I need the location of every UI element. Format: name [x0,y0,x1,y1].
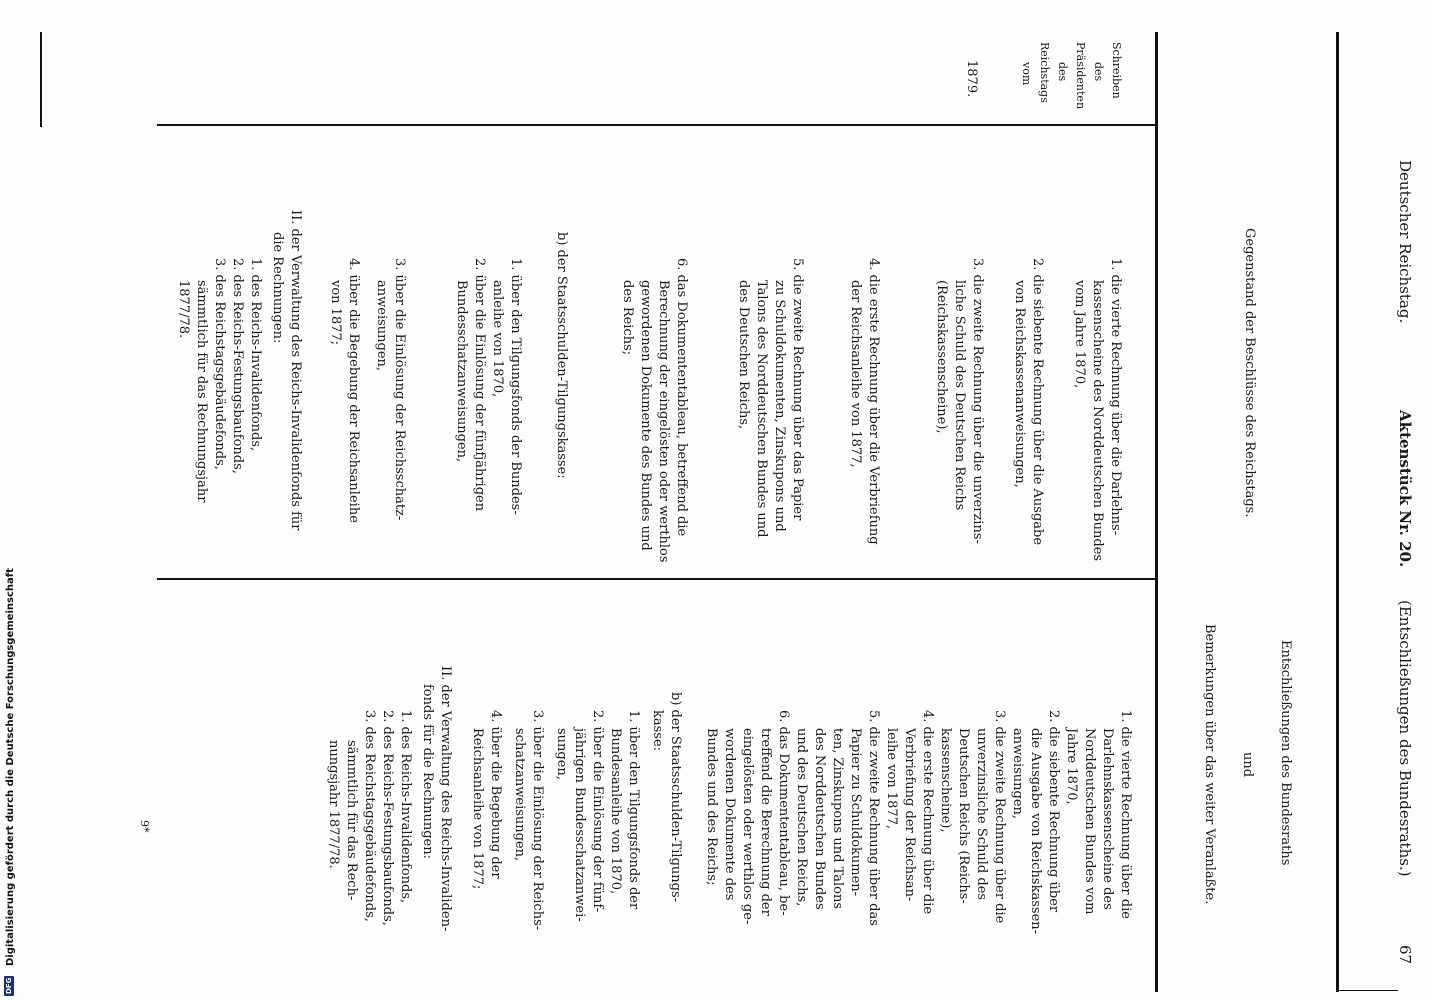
col2-line: 2. des Reichs-Festungsbaufonds, [230,258,245,474]
col3-heading-b: und [1240,752,1255,778]
col2-line: kassenscheine des Norddeutschen Bundes [1090,280,1105,562]
col3-heading-c: Bemerkungen über das weiter Veranlaßte. [1202,624,1217,905]
col3-line: II. der Verwaltung des Reichs-Invaliden- [438,666,453,932]
col2-line: 1. die vierte Rechnung über die Darlehns- [1108,258,1123,536]
col2-line: anweisungen, [374,280,389,372]
col2-line: sämmtlich für das Rechnungsjahr [194,280,209,503]
col3-line: fonds für die Rechnungen: [420,684,435,859]
col2-line: des Reichs; [620,280,635,356]
col3-line: kasse: [650,710,665,752]
col3-line: und des Deutschen Reichs, [794,728,809,907]
col2-heading: Gegenstand der Beschlüsse des Reichstags. [1242,228,1257,518]
col2-line: 3. des Reichstagsgebäudefonds, [212,258,227,470]
col3-line: sämmtlich für das Rech- [344,740,359,901]
col3-line: Norddeutschen Bundes vom [1082,728,1097,915]
aktenstueck-label: Aktenstück Nr. 20. [1396,410,1414,568]
col2-line: liche Schuld des Deutschen Reichs [952,280,967,511]
col3-line: Verbriefung der Reichsan- [902,728,917,902]
col3-line: des Norddeutschen Bundes [812,728,827,910]
col3-line: 6. das Dokumententableau, be- [776,710,791,916]
col2-line: gewordenen Dokumente des Bundes und [638,280,653,551]
dfg-logo: DFG [5,977,13,994]
col3-line: Bundes und des Reichs; [704,728,719,886]
col3-line: Deutschen Reichs (Reichs- [956,728,971,904]
col3-line: Darlehnskassenscheine des [1100,728,1115,910]
col3-line: 1. über den Tilgungsfonds der [626,710,641,910]
bottom-frame-rule [1338,990,1398,991]
col2-line: der Reichsanleihe von 1877, [848,280,863,468]
col3-line: 2. über die Einlösung der fünf- [590,710,605,913]
col3-line: 3. des Reichstagsgebäudefonds, [362,710,377,922]
col3-line: unverzinsliche Schuld des [974,728,989,901]
col2-line: anleihe von 1870, [490,280,505,398]
col3-line: b) der Staatsschulden-Tilgungs- [668,692,683,903]
col2-line: 1877/78. [176,280,191,339]
col2-line: 4. über die Begebung der Reichsanleihe [346,258,361,523]
col3-line: Bundesanleihe von 1870, [608,728,623,895]
header-rule [1155,32,1158,992]
col3-line: leihe von 1877, [884,728,899,830]
col3-line: ten, Zinskupons und Talons [830,728,845,910]
col3-line: Jahre 1870, [1064,728,1079,805]
col3-line: anweisungen, [1010,728,1025,820]
col1-line: vom [1020,62,1033,86]
col3-line: 1. des Reichs-Invalidenfonds, [398,710,413,904]
col3-line: eingelösten oder werthlos ge- [740,728,755,925]
col2-line: 1. über den Tilgungsfonds der Bundes- [508,258,523,515]
col2-line: die Rechnungen: [270,232,285,344]
col2-line: 2. die siebente Rechnung über die Ausgabe [1030,258,1045,546]
col2-line: 2. über die Einlösung der fünfjährigen [472,258,487,512]
col1-line: des [1092,62,1105,82]
col2-line: 1. des Reichs-Invalidenfonds, [248,258,263,452]
col2-line: 3. über die Einlösung der Reichsschatz- [392,258,407,521]
col3-heading-a: Entschließungen des Bundesraths [1278,640,1293,866]
col3-line: 2. die siebente Rechnung über [1046,710,1061,913]
digitization-note: Digitalisierung gefördert durch die Deutsche Forschungsgemeinschaft [5,568,16,966]
col2-line: des Deutschen Reichs, [736,280,751,430]
signature-mark: 9* [138,820,151,833]
page-number: 67 [1396,945,1414,965]
col3-line: nungsjahr 1877/78. [326,740,341,869]
col3-line: die Ausgabe von Reichskassen- [1028,728,1043,935]
year-1879: 1879. [964,60,979,98]
left-frame-rule [40,32,42,127]
col3-line: kassenscheine), [938,728,953,833]
col2-line: Berechnung der eingelösten oder werthlos [656,280,671,563]
col3-line: Reichsanleihe von 1877; [470,728,485,890]
col3-line: schatzanweisungen, [512,728,527,862]
col2-line: von Reichskassenanweisungen, [1012,280,1027,488]
col2-line: vom Jahre 1870, [1072,280,1087,389]
col1-line: Schreiben [1110,42,1123,99]
col3-line: 3. über die Einlösung der Reichs- [530,710,545,931]
col3-line: 1. die vierte Rechnung über die [1118,710,1133,919]
top-frame-rule [1336,32,1339,992]
col2-line: 4. die erste Rechnung über die Verbriefung [866,258,881,545]
col2-line: Bundesschatzanweisungen, [454,280,469,463]
col3-line: Papier zu Schuldokumen- [848,728,863,897]
header-subtitle: (Entschließungen des Bundesraths.) [1396,600,1414,877]
col2-line: II. der Verwaltung des Reichs-Invalidenfonds für [288,210,303,531]
col1-line: des [1056,62,1069,82]
col3-line: 4. die erste Rechnung über die [920,710,935,915]
col3-line: 5. die zweite Rechnung über das [866,710,881,926]
col2-line: 3. die zweite Rechnung über die unverzins- [970,258,985,544]
col3-line: wordenen Dokumente des [722,728,737,901]
col1-line: Präsidenten [1074,42,1087,110]
col2-line: b) der Staatsschulden-Tilgungskasse: [554,232,569,479]
col3-line: jährigen Bundesschatzanwei- [572,728,587,922]
col1-line: Reichstags [1038,42,1051,103]
header-title: Deutscher Reichstag. [1396,160,1414,324]
col2-line: Talons des Norddeutschen Bundes und [754,280,769,538]
col2-line: von 1877; [328,280,343,346]
col3-line: 2. des Reichs-Festungsbaufonds, [380,710,395,926]
col3-line: 3. die zweite Rechnung über die [992,710,1007,924]
col1-divider [157,124,1157,126]
col3-line: sungen, [554,728,569,780]
col2-line: 5. die zweite Rechnung über das Papier [790,258,805,521]
col2-line: 6. das Dokumententableau, betreffend die [674,258,689,537]
col2-line: zu Schuldokumenten, Zinskupons und [772,280,787,532]
col2-line: (Reichskassenscheine), [934,280,949,434]
col3-line: treffend die Berechnung der [758,728,773,916]
col2-divider [157,578,1157,580]
col3-line: 4. über die Begebung der [488,710,503,879]
